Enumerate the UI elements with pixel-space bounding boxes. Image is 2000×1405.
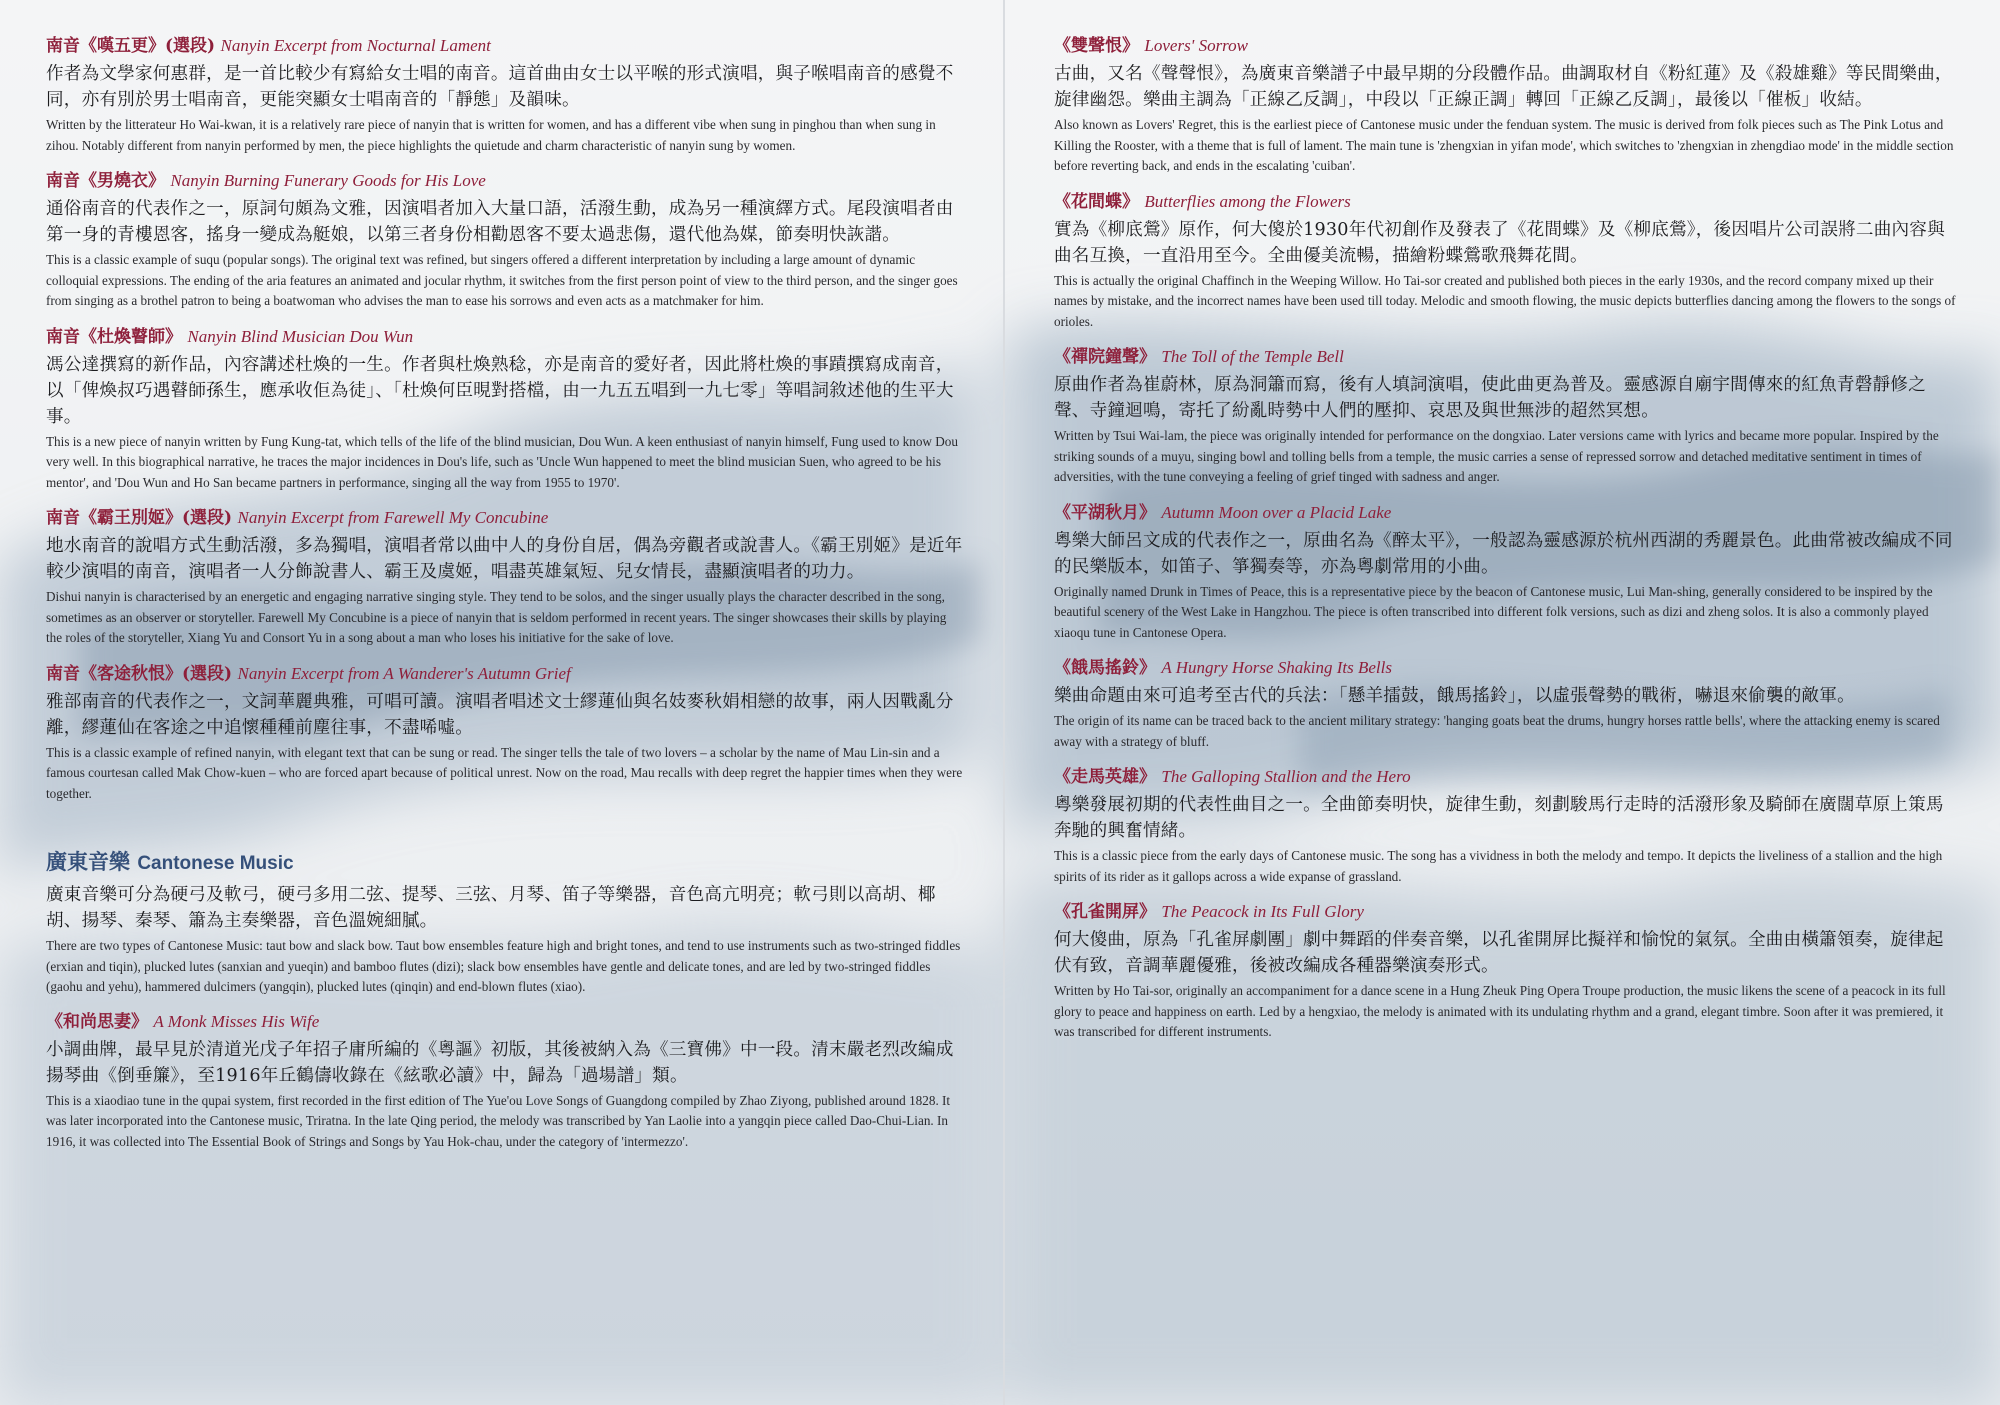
title-zh: 南音《男燒衣》 (46, 171, 165, 191)
title-zh: 南音《客途秋恨》(選段) (46, 663, 233, 684)
item-title (46, 662, 964, 686)
description-zh: 通俗南音的代表作之一，原詞句頗為文雅，因演唱者加入大量口語，活潑生動，成為另一種演繹方式。尾段演唱者由第一身的青樓恩客，搖身一變成為艇娘，以第三者身份相勸恩客不要太過悲傷，還代他為媒，節奏明快詼諧。 (46, 199, 954, 245)
program-note (46, 506, 964, 649)
program-note (46, 1010, 964, 1153)
title-en: Nanyin Blind Musician Dou Wun (187, 326, 414, 346)
item-title (1054, 34, 1960, 58)
program-note (1054, 345, 1960, 488)
title-en: The Galloping Stallion and the Hero (1161, 767, 1411, 786)
title-en: Autumn Moon over a Placid Lake (1161, 502, 1392, 522)
item-title (1054, 900, 1960, 924)
item-title (46, 506, 964, 530)
item-title (1054, 656, 1960, 680)
description-zh: 粵樂大師呂文成的代表作之一，原曲名為《醉太平》，一般認為靈感源於杭州西湖的秀麗景色。此曲常被改編成不同的民樂版本，如笛子、箏獨奏等，亦為粵劇常用的小曲。 (1054, 530, 1953, 577)
program-note (1054, 190, 1960, 333)
title-zh: 《孔雀開屏》 (1054, 902, 1156, 922)
program-note (46, 34, 964, 156)
description-en: Also known as Lovers' Regret, this is the earliest piece of Cantonese music under the fenduan system. The music is derived from folk pieces such as The Pink Lotus and Killing the Rooster, with a theme that is full of lament. The main tune is 'zhengxian in yifan mode', which switches to 'zhengxian in zhengdiao mode' in the middle section before reverting back, and ends in the escalating 'cuiban'. (1054, 117, 1954, 173)
program-note (1054, 656, 1960, 752)
title-en: Lovers' Sorrow (1144, 36, 1249, 55)
description-en: This is a classic example of refined nanyin, with elegant text that can be sung or read. The singer tells the tale of two lovers – a scholar by the name of Mau Lin-sin and a famous courtesan called Mak Chow-kuen – who are forced apart because of political unrest. Now on the road, Mau recalls with deep regret the happier times when they were together. (46, 744, 963, 801)
description-zh: 實為《柳底鶯》原作，何大傻於1930年代初創作及發表了《花間蝶》及《柳底鶯》，後因唱片公司誤將二曲內容與曲名互換，一直沿用至今。全曲優美流暢，描繪粉蝶鶯歌飛舞花間。 (1054, 219, 1945, 266)
item-title (1054, 501, 1960, 525)
description-en: This is a classic piece from the early days of Cantonese music. The song has a vividness in both the melody and tempo. It depicts the liveliness of a stallion and the high spirits of its rider as it gallops across a wide expanse of grassland. (1054, 848, 1943, 884)
description-zh: 作者為文學家何惠群，是一首比較少有寫給女士唱的南音。這首曲由女士以平喉的形式演唱，與子喉唱南音的感覺不同，亦有別於男士唱南音，更能突顯女士唱南音的「靜態」及韻味。 (46, 64, 954, 110)
description-en: Originally named Drunk in Times of Peace, this is a representative piece by the beacon of Cantonese music, Lui Man-shing, generally considered to be inspired by the beautiful scenery of the West Lake in Hangzhou. The piece is often transcribed into different folk versions, such as dizi and zheng solos. It is also a commonly played xiaoqu tune in Cantonese Opera. (1054, 583, 1933, 640)
description-en: This is actually the original Chaffinch in the Weeping Willow. Ho Tai-sor created and published both pieces in the early 1930s, and the record company mixed up their names by mistake, and the incorrect names have been used till today. Melodic and smooth flowing, the music depicts butterflies dancing among the flowers to the songs of orioles. (1054, 272, 1956, 329)
description-en: The origin of its name can be traced back to the ancient military strategy: 'hanging goats beat the drums, hungry horses rattle bells', where the attacking enemy is scared away with a strategy of bluff. (1054, 713, 1940, 749)
title-zh: 《和尚思妻》 (46, 1011, 148, 1032)
description-zh: 雅部南音的代表作之一，文詞華麗典雅，可唱可讀。演唱者唱述文士繆蓮仙與名妓麥秋娟相戀的故事，兩人因戰亂分離，繆蓮仙在客途之中追懷種種前塵往事，不盡唏噓。 (46, 691, 954, 738)
description-en: Written by the litterateur Ho Wai-kwan, it is a relatively rare piece of nanyin that is written for women, and has a different vibe when sung in pinghou than when sung in zihou. Notably different from nanyin performed by men, the piece highlights the quietude and charm characteristic of nanyin sung by women. (46, 117, 936, 153)
program-note (1054, 765, 1960, 887)
title-zh: 《平湖秋月》 (1054, 502, 1156, 523)
program-note (1054, 34, 1960, 177)
section-title-en: Cantonese Music (137, 853, 294, 874)
program-note (46, 662, 964, 805)
section-title-zh: 廣東音樂 (46, 849, 130, 874)
title-zh: 《雙聲恨》 (1054, 36, 1139, 56)
item-title (1054, 190, 1960, 214)
description-en: This is a new piece of nanyin written by Fung Kung-tat, which tells of the life of the blind musician, Dou Wun. A keen enthusiast of nanyin himself, Fung used to know Dou very well. In this biographical narrative, he traces the major incidences in Dou's life, such as 'Uncle Wun happened to meet the blind musician Suen, who agreed to be his mentor', and 'Dou Wun and Ho San became partners in performance, singing all the way from 1955 to 1970'. (46, 433, 958, 490)
title-zh: 《走馬英雄》 (1054, 767, 1156, 787)
title-en: The Peacock in Its Full Glory (1161, 902, 1364, 921)
title-en: Butterflies among the Flowers (1144, 191, 1351, 211)
title-en: Nanyin Excerpt from A Wanderer's Autumn Grief (237, 663, 571, 683)
title-en: Nanyin Burning Funerary Goods for His Love (170, 171, 486, 190)
program-note (1054, 501, 1960, 644)
title-en: The Toll of the Temple Bell (1161, 347, 1344, 366)
description-en: Dishui nanyin is characterised by an energetic and engaging narrative singing style. They tend to be solos, and the singer usually plays the character described in the song, sometimes as an observer or storyteller. Farewell My Concubine is a piece of nanyin that is seldom performed in recent years. The singer showcases their skills by playing the roles of the storyteller, Xiang Yu and Consort Yu in a song about a man who loses his initiative for the sake of love. (46, 589, 947, 645)
description-zh: 小調曲牌，最早見於清道光戊子年招子庸所編的《粵謳》初版，其後被納入為《三寶佛》中一段。清末嚴老烈改編成揚琴曲《倒垂簾》，至1916年丘鶴儔收錄在《絃歌必讀》中，歸為「過場譜」類。 (46, 1039, 954, 1086)
description-zh: 原曲作者為崔蔚林，原為洞簫而寫，後有人填詞演唱，使此曲更為普及。靈感源自廟宇間傳來的紅魚青磬靜修之聲、寺鐘迴鳴，寄托了紛亂時勢中人們的壓抑、哀思及與世無涉的超然冥想。 (1054, 375, 1926, 421)
section-description-en: There are two types of Cantonese Music: taut bow and slack bow. Taut bow ensembles feature high and bright tones, and tend to use instruments such as two-stringed fiddles (erxian and tiqin), plucked lutes (sanxian and yueqin) and bamboo flutes (dizi); slack bow ensembles have gentle and delicate tones, and are led by two-stringed fiddles (gaohu and yehu), hammered dulcimers (yangqin), plucked lutes (qinqin) and end-blown flutes (xiao). (46, 938, 961, 994)
title-zh: 南音《霸王別姬》(選段) (46, 508, 233, 528)
program-note (46, 169, 964, 312)
description-en: Written by Ho Tai-sor, originally an accompaniment for a dance scene in a Hung Zheuk Ping Opera Troupe production, the music likens the scene of a peacock in its full glory to peace and happiness on earth. Led by a hengxiao, the melody is animated with its undulating rhythm and a grand, elegant timbre. Soon after it was premiered, it was transcribed for different instruments. (1054, 983, 1946, 1039)
title-en: Nanyin Excerpt from Farewell My Concubine (237, 508, 549, 527)
page-spine (1003, 0, 1005, 1405)
program-note (1054, 900, 1960, 1043)
title-en: A Monk Misses His Wife (153, 1011, 320, 1031)
title-zh: 《餓馬搖鈴》 (1054, 658, 1156, 678)
title-zh: 南音《杜煥瞽師》 (46, 326, 182, 347)
description-zh: 地水南音的說唱方式生動活潑，多為獨唱，演唱者常以曲中人的身份自居，偶為旁觀者或說書人。《霸王別姬》是近年較少演唱的南音，演唱者一人分飾說書人、霸王及虞姬，唱盡英雄氣短、兒女情長，盡顯演唱者的功力。 (46, 536, 963, 582)
title-en: Nanyin Excerpt from Nocturnal Lament (220, 36, 491, 55)
program-note (46, 325, 964, 494)
description-zh: 何大傻曲，原為「孔雀屏劇團」劇中舞蹈的伴奏音樂，以孔雀開屏比擬祥和愉悅的氣氛。全曲由橫簫領奏，旋律起伏有致，音調華麗優雅，後被改編成各種器樂演奏形式。 (1054, 930, 1944, 976)
description-zh: 粵樂發展初期的代表性曲目之一。全曲節奏明快，旋律生動，刻劃駿馬行走時的活潑形象及騎師在廣闊草原上策馬奔馳的興奮情緒。 (1054, 795, 1944, 841)
section-cantonese-music (46, 848, 964, 998)
description-zh: 古曲，又名《聲聲恨》，為廣東音樂譜子中最早期的分段體作品。曲調取材自《粉紅蓮》及《殺雄雞》等民間樂曲，旋律幽怨。樂曲主調為「正線乙反調」，中段以「正線正調」轉回「正線乙反調」，最後以「催板」收結。 (1054, 64, 1953, 110)
title-zh: 《禪院鐘聲》 (1054, 347, 1156, 367)
title-en: A Hungry Horse Shaking Its Bells (1161, 658, 1392, 677)
item-title (46, 325, 964, 349)
item-title (46, 1010, 964, 1034)
item-title (46, 34, 964, 58)
item-title (1054, 765, 1960, 789)
item-title (1054, 345, 1960, 369)
description-en: This is a xiaodiao tune in the qupai system, first recorded in the first edition of The Yue'ou Love Songs of Guangdong compiled by Zhao Ziyong, published around 1828. It was later incorporated into the Cantonese music, Triratna. In the late Qing period, the melody was transcribed by Yan Laolie into a yangqin piece called Dao-Chui-Lian. In 1916, it was collected into The Essential Book of Strings and Songs by Yau Hok-chau, under the category of 'intermezzo'. (46, 1092, 951, 1149)
right-page (1010, 0, 2000, 1405)
description-zh: 馮公達撰寫的新作品，內容講述杜煥的一生。作者與杜煥熟稔，亦是南音的愛好者，因此將杜煥的事蹟撰寫成南音，以「俾煥叔巧遇瞽師孫生，應承收佢為徒」、「杜煥何臣晛對搭檔，由一九五五唱到一九七零」等唱詞敘述他的生平大事。 (46, 354, 954, 427)
section-description-zh: 廣東音樂可分為硬弓及軟弓，硬弓多用二弦、提琴、三弦、月琴、笛子等樂器，音色高亢明亮；軟弓則以高胡、椰胡、揚琴、秦琴、簫為主奏樂器，音色溫婉細膩。 (46, 885, 936, 931)
title-zh: 南音《嘆五更》(選段) (46, 36, 216, 56)
section-title (46, 848, 964, 878)
description-en: Written by Tsui Wai-lam, the piece was originally intended for performance on the dongxiao. Later versions came with lyrics and became more popular. Inspired by the striking sounds of a muyu, singing bowl and tolling bells from a temple, the music carries a sense of repressed sorrow and detached meditative sentiment in times of adversities, with the tune conveying a feeling of grief tinged with sadness and anger. (1054, 428, 1939, 484)
description-zh: 樂曲命題由來可追考至古代的兵法：「懸羊擂鼓，餓馬搖鈴」，以虛張聲勢的戰術，嚇退來偷襲的敵軍。 (1054, 686, 1855, 706)
title-zh: 《花間蝶》 (1054, 191, 1139, 212)
item-title (46, 169, 964, 193)
description-en: This is a classic example of suqu (popular songs). The original text was refined, but singers offered a different interpretation by including a large amount of dynamic colloquial expressions. The ending of the aria features an animated and jocular rhythm, it switches from the first person point of view to the third person, and the singer goes from singing as a brothel patron to being a boatwoman who advises the man to ease his sorrows and even acts as a matchmaker for him. (46, 252, 958, 308)
